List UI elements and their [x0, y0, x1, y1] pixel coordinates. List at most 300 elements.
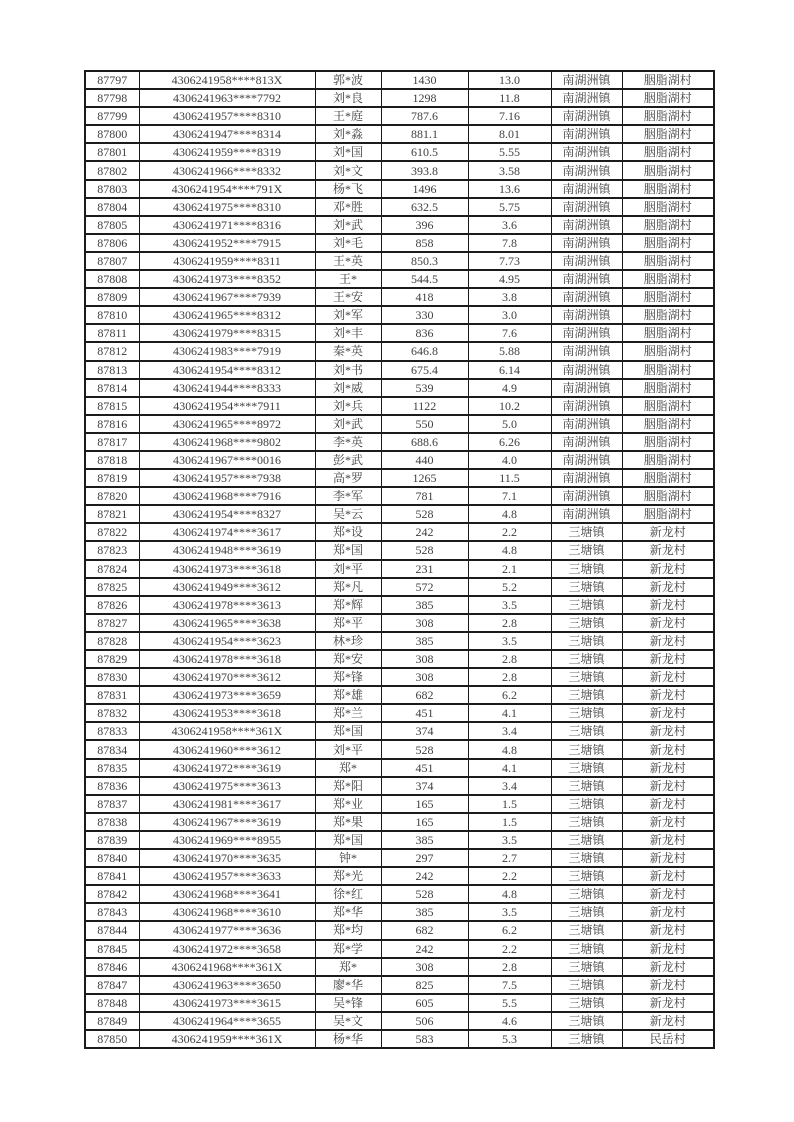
cell-area: 13.6	[468, 180, 551, 198]
table-row	[85, 560, 714, 578]
cell-amount: 781	[381, 487, 468, 505]
table-row	[85, 686, 714, 704]
cell-id-number: 4306241971****8316	[139, 216, 315, 234]
table-row	[85, 831, 714, 849]
table-row	[85, 940, 714, 958]
cell-amount: 675.4	[381, 361, 468, 379]
cell-amount: 1265	[381, 469, 468, 487]
cell-area: 2.8	[468, 668, 551, 686]
cell-id-number: 4306241963****3650	[139, 976, 315, 994]
cell-name: 李*英	[315, 433, 381, 451]
cell-village: 新龙村	[622, 885, 714, 903]
cell-amount: 528	[381, 541, 468, 559]
cell-name: 王*庭	[315, 107, 381, 125]
cell-town: 三塘镇	[551, 958, 622, 976]
cell-id-number: 4306241957****3633	[139, 867, 315, 885]
cell-amount: 1430	[381, 71, 468, 89]
cell-village: 新龙村	[622, 903, 714, 921]
cell-area: 7.8	[468, 234, 551, 252]
cell-id-number: 4306241973****3659	[139, 686, 315, 704]
cell-town: 三塘镇	[551, 994, 622, 1012]
cell-id-number: 4306241979****8315	[139, 324, 315, 342]
cell-town: 三塘镇	[551, 777, 622, 795]
cell-id-number: 4306241944****8333	[139, 379, 315, 397]
table-row	[85, 867, 714, 885]
cell-id-number: 4306241968****361X	[139, 958, 315, 976]
cell-town: 三塘镇	[551, 867, 622, 885]
cell-id-number: 4306241959****8311	[139, 252, 315, 270]
cell-area: 5.5	[468, 994, 551, 1012]
table-row	[85, 216, 714, 234]
cell-town: 三塘镇	[551, 885, 622, 903]
cell-town: 南湖洲镇	[551, 469, 622, 487]
table-row	[85, 903, 714, 921]
cell-area: 1.5	[468, 795, 551, 813]
cell-name: 郑*凡	[315, 578, 381, 596]
cell-village: 新龙村	[622, 921, 714, 939]
table-row	[85, 740, 714, 758]
cell-id-number: 4306241978****3618	[139, 650, 315, 668]
cell-name: 郑*国	[315, 541, 381, 559]
cell-amount: 330	[381, 306, 468, 324]
table-row	[85, 234, 714, 252]
cell-amount: 396	[381, 216, 468, 234]
cell-area: 4.8	[468, 885, 551, 903]
cell-area: 4.8	[468, 541, 551, 559]
cell-name: 秦*英	[315, 342, 381, 360]
cell-area: 7.73	[468, 252, 551, 270]
cell-amount: 297	[381, 849, 468, 867]
cell-village: 胭脂湖村	[622, 342, 714, 360]
cell-area: 2.8	[468, 650, 551, 668]
table-row	[85, 795, 714, 813]
cell-area: 5.55	[468, 143, 551, 161]
cell-town: 南湖洲镇	[551, 198, 622, 216]
cell-area: 3.0	[468, 306, 551, 324]
cell-id-number: 4306241983****7919	[139, 342, 315, 360]
cell-amount: 242	[381, 940, 468, 958]
records-table	[84, 70, 715, 1049]
cell-name: 郑*学	[315, 940, 381, 958]
cell-name: 郑*雄	[315, 686, 381, 704]
cell-town: 南湖洲镇	[551, 288, 622, 306]
cell-area: 4.9	[468, 379, 551, 397]
cell-id-number: 4306241973****8352	[139, 270, 315, 288]
cell-seq: 87842	[85, 885, 139, 903]
cell-id-number: 4306241965****8312	[139, 306, 315, 324]
cell-village: 新龙村	[622, 867, 714, 885]
cell-name: 吴*锋	[315, 994, 381, 1012]
cell-town: 三塘镇	[551, 849, 622, 867]
cell-town: 南湖洲镇	[551, 505, 622, 523]
cell-area: 4.6	[468, 1012, 551, 1030]
cell-town: 三塘镇	[551, 831, 622, 849]
table-row	[85, 994, 714, 1012]
cell-seq: 87824	[85, 560, 139, 578]
cell-town: 南湖洲镇	[551, 125, 622, 143]
cell-area: 4.1	[468, 704, 551, 722]
cell-town: 三塘镇	[551, 921, 622, 939]
cell-village: 胭脂湖村	[622, 143, 714, 161]
cell-town: 三塘镇	[551, 541, 622, 559]
cell-area: 2.7	[468, 849, 551, 867]
cell-seq: 87816	[85, 415, 139, 433]
cell-amount: 583	[381, 1030, 468, 1048]
cell-id-number: 4306241954****8312	[139, 361, 315, 379]
cell-id-number: 4306241969****8955	[139, 831, 315, 849]
cell-name: 钟*	[315, 849, 381, 867]
cell-area: 6.26	[468, 433, 551, 451]
cell-seq: 87829	[85, 650, 139, 668]
cell-name: 郑*辉	[315, 596, 381, 614]
cell-seq: 87828	[85, 632, 139, 650]
cell-town: 三塘镇	[551, 560, 622, 578]
cell-village: 胭脂湖村	[622, 216, 714, 234]
cell-town: 三塘镇	[551, 740, 622, 758]
cell-village: 新龙村	[622, 614, 714, 632]
cell-village: 胭脂湖村	[622, 433, 714, 451]
table-row	[85, 451, 714, 469]
cell-amount: 1496	[381, 180, 468, 198]
table-row	[85, 885, 714, 903]
table-row	[85, 541, 714, 559]
cell-town: 南湖洲镇	[551, 306, 622, 324]
cell-area: 13.0	[468, 71, 551, 89]
cell-seq: 87819	[85, 469, 139, 487]
cell-area: 3.4	[468, 722, 551, 740]
cell-area: 3.5	[468, 632, 551, 650]
cell-name: 郑*华	[315, 903, 381, 921]
table-row	[85, 342, 714, 360]
cell-village: 新龙村	[622, 831, 714, 849]
cell-village: 胭脂湖村	[622, 469, 714, 487]
cell-town: 南湖洲镇	[551, 415, 622, 433]
cell-town: 三塘镇	[551, 976, 622, 994]
cell-id-number: 4306241954****7911	[139, 397, 315, 415]
cell-amount: 550	[381, 415, 468, 433]
cell-area: 11.5	[468, 469, 551, 487]
cell-village: 新龙村	[622, 994, 714, 1012]
cell-id-number: 4306241974****3617	[139, 523, 315, 541]
cell-village: 新龙村	[622, 560, 714, 578]
cell-village: 新龙村	[622, 523, 714, 541]
cell-name: 郑*均	[315, 921, 381, 939]
cell-area: 5.75	[468, 198, 551, 216]
table-row	[85, 161, 714, 179]
cell-village: 胭脂湖村	[622, 288, 714, 306]
cell-area: 5.3	[468, 1030, 551, 1048]
cell-area: 7.5	[468, 976, 551, 994]
cell-seq: 87845	[85, 940, 139, 958]
cell-town: 南湖洲镇	[551, 107, 622, 125]
cell-village: 新龙村	[622, 704, 714, 722]
cell-seq: 87834	[85, 740, 139, 758]
cell-seq: 87818	[85, 451, 139, 469]
cell-seq: 87810	[85, 306, 139, 324]
cell-village: 胭脂湖村	[622, 252, 714, 270]
cell-name: 林*珍	[315, 632, 381, 650]
cell-seq: 87803	[85, 180, 139, 198]
cell-id-number: 4306241970****3612	[139, 668, 315, 686]
table-row	[85, 777, 714, 795]
cell-amount: 393.8	[381, 161, 468, 179]
cell-area: 7.1	[468, 487, 551, 505]
cell-amount: 165	[381, 813, 468, 831]
cell-town: 南湖洲镇	[551, 89, 622, 107]
cell-amount: 374	[381, 777, 468, 795]
cell-id-number: 4306241965****3638	[139, 614, 315, 632]
cell-name: 刘*兵	[315, 397, 381, 415]
table-row	[85, 1012, 714, 1030]
cell-village: 新龙村	[622, 722, 714, 740]
cell-amount: 506	[381, 1012, 468, 1030]
cell-amount: 242	[381, 523, 468, 541]
cell-amount: 308	[381, 958, 468, 976]
table-row	[85, 469, 714, 487]
cell-id-number: 4306241970****3635	[139, 849, 315, 867]
cell-name: 高*罗	[315, 469, 381, 487]
cell-id-number: 4306241954****3623	[139, 632, 315, 650]
table-row	[85, 759, 714, 777]
table-row	[85, 849, 714, 867]
cell-amount: 544.5	[381, 270, 468, 288]
table-row	[85, 379, 714, 397]
cell-village: 胭脂湖村	[622, 71, 714, 89]
cell-id-number: 4306241968****3641	[139, 885, 315, 903]
cell-id-number: 4306241963****7792	[139, 89, 315, 107]
cell-id-number: 4306241972****3658	[139, 940, 315, 958]
cell-seq: 87807	[85, 252, 139, 270]
cell-village: 新龙村	[622, 1012, 714, 1030]
cell-area: 4.1	[468, 759, 551, 777]
cell-amount: 1298	[381, 89, 468, 107]
cell-amount: 646.8	[381, 342, 468, 360]
cell-id-number: 4306241966****8332	[139, 161, 315, 179]
table-row	[85, 143, 714, 161]
cell-village: 新龙村	[622, 958, 714, 976]
cell-village: 新龙村	[622, 940, 714, 958]
cell-name: 郑*光	[315, 867, 381, 885]
cell-area: 4.8	[468, 740, 551, 758]
cell-name: 王*安	[315, 288, 381, 306]
cell-town: 南湖洲镇	[551, 71, 622, 89]
table-row	[85, 180, 714, 198]
cell-name: 刘*军	[315, 306, 381, 324]
cell-name: 郑*	[315, 958, 381, 976]
cell-town: 南湖洲镇	[551, 252, 622, 270]
cell-amount: 1122	[381, 397, 468, 415]
cell-town: 三塘镇	[551, 813, 622, 831]
cell-town: 南湖洲镇	[551, 379, 622, 397]
cell-village: 新龙村	[622, 596, 714, 614]
cell-area: 8.01	[468, 125, 551, 143]
cell-name: 郑*设	[315, 523, 381, 541]
cell-area: 4.0	[468, 451, 551, 469]
cell-village: 胭脂湖村	[622, 324, 714, 342]
cell-name: 刘*武	[315, 415, 381, 433]
cell-amount: 451	[381, 704, 468, 722]
cell-amount: 165	[381, 795, 468, 813]
cell-name: 徐*红	[315, 885, 381, 903]
cell-area: 6.2	[468, 921, 551, 939]
cell-seq: 87813	[85, 361, 139, 379]
cell-amount: 605	[381, 994, 468, 1012]
cell-seq: 87817	[85, 433, 139, 451]
cell-id-number: 4306241965****8972	[139, 415, 315, 433]
cell-seq: 87800	[85, 125, 139, 143]
cell-name: 刘*毛	[315, 234, 381, 252]
cell-seq: 87797	[85, 71, 139, 89]
cell-village: 胭脂湖村	[622, 451, 714, 469]
cell-seq: 87830	[85, 668, 139, 686]
table-row	[85, 976, 714, 994]
cell-seq: 87825	[85, 578, 139, 596]
cell-name: 杨*华	[315, 1030, 381, 1048]
cell-village: 民岳村	[622, 1030, 714, 1048]
cell-seq: 87837	[85, 795, 139, 813]
cell-seq: 87835	[85, 759, 139, 777]
cell-name: 郑*阳	[315, 777, 381, 795]
cell-village: 新龙村	[622, 740, 714, 758]
cell-name: 刘*丰	[315, 324, 381, 342]
cell-village: 胭脂湖村	[622, 107, 714, 125]
cell-amount: 682	[381, 921, 468, 939]
cell-seq: 87831	[85, 686, 139, 704]
cell-area: 7.6	[468, 324, 551, 342]
cell-amount: 539	[381, 379, 468, 397]
cell-village: 胭脂湖村	[622, 234, 714, 252]
cell-seq: 87820	[85, 487, 139, 505]
table-row	[85, 704, 714, 722]
cell-area: 4.95	[468, 270, 551, 288]
table-row	[85, 288, 714, 306]
cell-id-number: 4306241954****791X	[139, 180, 315, 198]
cell-town: 三塘镇	[551, 1030, 622, 1048]
cell-village: 新龙村	[622, 541, 714, 559]
cell-area: 3.8	[468, 288, 551, 306]
cell-amount: 385	[381, 831, 468, 849]
cell-id-number: 4306241949****3612	[139, 578, 315, 596]
table-row	[85, 596, 714, 614]
cell-id-number: 4306241967****0016	[139, 451, 315, 469]
cell-id-number: 4306241948****3619	[139, 541, 315, 559]
cell-town: 三塘镇	[551, 1012, 622, 1030]
cell-amount: 610.5	[381, 143, 468, 161]
cell-town: 三塘镇	[551, 940, 622, 958]
cell-id-number: 4306241958****361X	[139, 722, 315, 740]
table-row	[85, 505, 714, 523]
cell-amount: 385	[381, 632, 468, 650]
cell-area: 2.1	[468, 560, 551, 578]
table-row	[85, 668, 714, 686]
cell-area: 3.5	[468, 831, 551, 849]
cell-id-number: 4306241954****8327	[139, 505, 315, 523]
cell-town: 三塘镇	[551, 795, 622, 813]
cell-id-number: 4306241967****7939	[139, 288, 315, 306]
table-row	[85, 125, 714, 143]
cell-name: 郑*果	[315, 813, 381, 831]
cell-village: 胭脂湖村	[622, 306, 714, 324]
cell-area: 2.2	[468, 940, 551, 958]
cell-town: 三塘镇	[551, 722, 622, 740]
cell-id-number: 4306241978****3613	[139, 596, 315, 614]
cell-name: 郑*国	[315, 722, 381, 740]
cell-area: 3.58	[468, 161, 551, 179]
cell-town: 南湖洲镇	[551, 397, 622, 415]
table-row	[85, 324, 714, 342]
table-row	[85, 1030, 714, 1048]
cell-seq: 87812	[85, 342, 139, 360]
cell-seq: 87840	[85, 849, 139, 867]
cell-seq: 87802	[85, 161, 139, 179]
cell-seq: 87848	[85, 994, 139, 1012]
cell-id-number: 4306241968****3610	[139, 903, 315, 921]
cell-town: 南湖洲镇	[551, 324, 622, 342]
cell-amount: 836	[381, 324, 468, 342]
cell-name: 邓*胜	[315, 198, 381, 216]
cell-amount: 787.6	[381, 107, 468, 125]
cell-amount: 688.6	[381, 433, 468, 451]
cell-village: 新龙村	[622, 650, 714, 668]
cell-id-number: 4306241975****8310	[139, 198, 315, 216]
cell-town: 南湖洲镇	[551, 487, 622, 505]
cell-amount: 385	[381, 903, 468, 921]
cell-village: 胭脂湖村	[622, 361, 714, 379]
cell-town: 南湖洲镇	[551, 216, 622, 234]
cell-village: 新龙村	[622, 686, 714, 704]
cell-area: 2.8	[468, 614, 551, 632]
cell-seq: 87826	[85, 596, 139, 614]
cell-village: 新龙村	[622, 632, 714, 650]
cell-area: 7.16	[468, 107, 551, 125]
cell-town: 南湖洲镇	[551, 161, 622, 179]
cell-id-number: 4306241947****8314	[139, 125, 315, 143]
table-row	[85, 252, 714, 270]
cell-seq: 87811	[85, 324, 139, 342]
cell-area: 3.5	[468, 903, 551, 921]
cell-village: 胭脂湖村	[622, 487, 714, 505]
cell-town: 南湖洲镇	[551, 361, 622, 379]
table-row	[85, 107, 714, 125]
cell-village: 胭脂湖村	[622, 270, 714, 288]
cell-town: 南湖洲镇	[551, 234, 622, 252]
cell-town: 三塘镇	[551, 704, 622, 722]
cell-name: 刘*平	[315, 560, 381, 578]
cell-name: 郑*兰	[315, 704, 381, 722]
cell-id-number: 4306241975****3613	[139, 777, 315, 795]
cell-town: 南湖洲镇	[551, 270, 622, 288]
cell-id-number: 4306241959****361X	[139, 1030, 315, 1048]
table-row	[85, 71, 714, 89]
cell-seq: 87841	[85, 867, 139, 885]
cell-amount: 528	[381, 885, 468, 903]
cell-area: 1.5	[468, 813, 551, 831]
cell-seq: 87823	[85, 541, 139, 559]
cell-id-number: 4306241968****9802	[139, 433, 315, 451]
cell-area: 5.88	[468, 342, 551, 360]
cell-name: 王*	[315, 270, 381, 288]
table-row	[85, 523, 714, 541]
table-row	[85, 722, 714, 740]
cell-name: 王*英	[315, 252, 381, 270]
cell-id-number: 4306241957****7938	[139, 469, 315, 487]
cell-id-number: 4306241957****8310	[139, 107, 315, 125]
cell-area: 11.8	[468, 89, 551, 107]
table-row	[85, 813, 714, 831]
cell-village: 新龙村	[622, 578, 714, 596]
cell-village: 胭脂湖村	[622, 161, 714, 179]
cell-town: 三塘镇	[551, 650, 622, 668]
